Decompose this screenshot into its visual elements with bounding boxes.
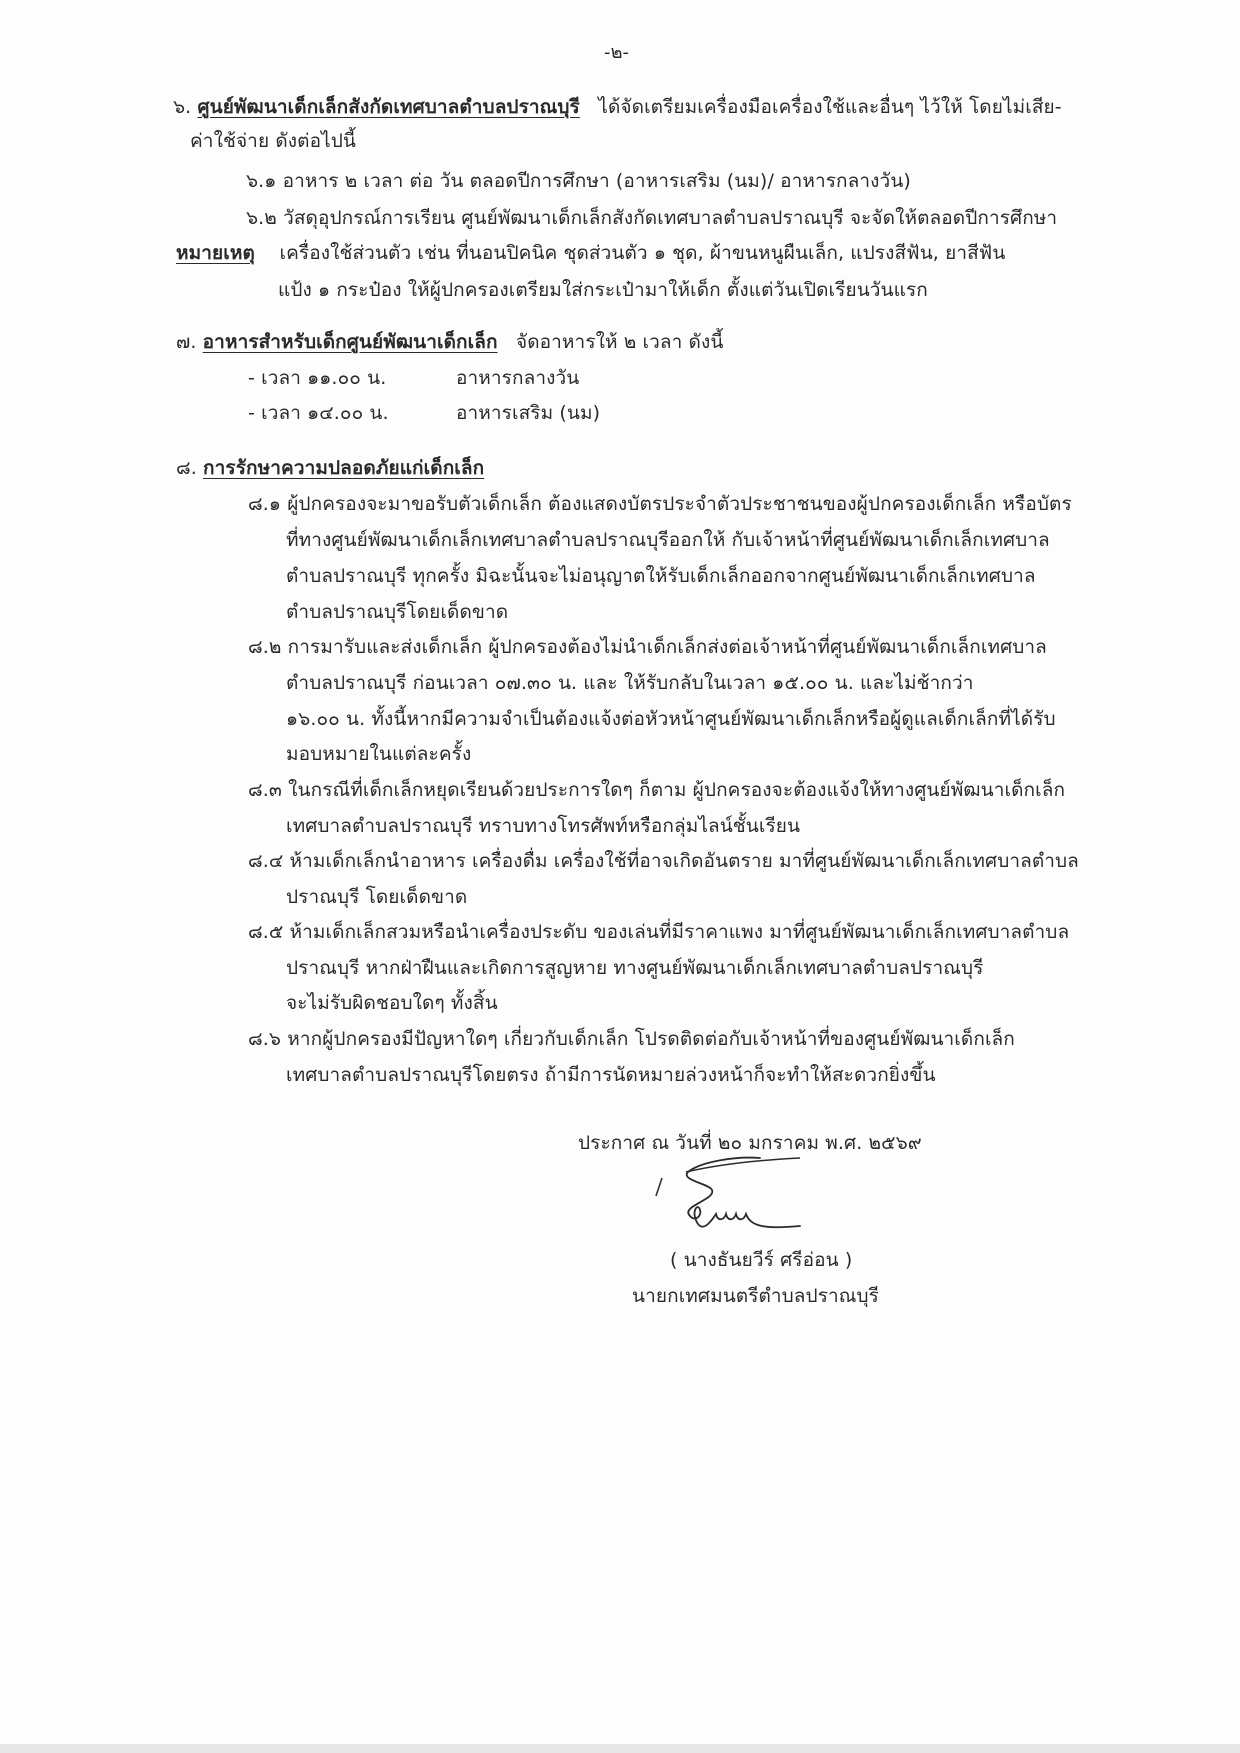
note-label: หมายเหตุ xyxy=(176,242,255,264)
item-8-3-line-2: เทศบาลตำบลปราณบุรี ทราบทางโทรศัพท์หรือกลุ่มไลน์ชั้นเรียน xyxy=(286,815,801,837)
section-8-title: การรักษาความปลอดภัยแก่เด็กเล็ก xyxy=(203,457,485,479)
item-8-4-line-1: ๘.๔ ห้ามเด็กเล็กนำอาหาร เครื่องดื่ม เครื่องใช้ที่อาจเกิดอันตราย มาที่ศูนย์พัฒนาเด็กเล็กเทศบาลตำบล xyxy=(248,850,1079,872)
item-8-2-line-1: ๘.๒ การมารับและส่งเด็กเล็ก ผู้ปกครองต้องไม่นำเด็กเล็กส่งต่อเจ้าหน้าที่ศูนย์พัฒนาเด็กเล็กเทศบาล xyxy=(248,636,1047,658)
section-7-title: อาหารสำหรับเด็กศูนย์พัฒนาเด็กเล็ก xyxy=(202,331,498,353)
note-line xyxy=(176,240,1005,266)
section-6-text-cont: ค่าใช้จ่าย ดังต่อไปนี้ xyxy=(190,130,356,152)
meal-time-1: - เวลา ๑๑.๐๐ น. xyxy=(248,367,387,389)
item-8-1-line-2: ที่ทางศูนย์พัฒนาเด็กเล็กเทศบาลตำบลปราณบุรีออกให้ กับเจ้าหน้าที่ศูนย์พัฒนาเด็กเล็กเทศบาล xyxy=(286,529,1050,551)
item-8-1-line-4: ตำบลปราณบุรีโดยเด็ดขาด xyxy=(286,601,509,623)
section-8-heading xyxy=(176,455,484,481)
section-7-heading xyxy=(176,329,723,355)
item-6-2: ๖.๒ วัสดุอุปกรณ์การเรียน ศูนย์พัฒนาเด็กเล็กสังกัดเทศบาลตำบลปราณบุรี จะจัดให้ตลอดปีการศึกษา xyxy=(246,207,1058,229)
meal-time-2: - เวลา ๑๔.๐๐ น. xyxy=(248,402,389,424)
section-6-title: ศูนย์พัฒนาเด็กเล็กสังกัดเทศบาลตำบลปราณบุรี xyxy=(197,96,580,118)
item-8-1-line-3: ตำบลปราณบุรี ทุกครั้ง มิฉะนั้นจะไม่อนุญาตให้รับเด็กเล็กออกจากศูนย์พัฒนาเด็กเล็กเทศบาล xyxy=(286,565,1036,587)
item-8-6-line-1: ๘.๖ หากผู้ปกครองมีปัญหาใดๆ เกี่ยวกับเด็กเล็ก โปรดติดต่อกับเจ้าหน้าที่ของศูนย์พัฒนาเด็กเล็ก xyxy=(248,1028,1015,1050)
section-7-text: จัดอาหารให้ ๒ เวลา ดังนี้ xyxy=(515,331,724,353)
item-8-6-line-2: เทศบาลตำบลปราณบุรีโดยตรง ถ้ามีการนัดหมายล่วงหน้าก็จะทำให้สะดวกยิ่งขึ้น xyxy=(286,1064,936,1086)
note-text: เครื่องใช้ส่วนตัว เช่น ที่นอนปิคนิค ชุดส่วนตัว ๑ ชุด, ผ้าขนหนูผืนเล็ก, แปรงสีฟัน, ยาสีฟัน xyxy=(279,242,1006,264)
signatory-name: ( นางธันยวีร์ ศรีอ่อน ) xyxy=(670,1249,853,1271)
note-text-cont: แป้ง ๑ กระป๋อง ให้ผู้ปกครองเตรียมใส่กระเป๋ามาให้เด็ก ตั้งแต่วันเปิดเรียนวันแรก xyxy=(278,279,928,301)
item-8-2-line-4: มอบหมายในแต่ละครั้ง xyxy=(286,743,472,765)
item-8-2-line-3: ๑๖.๐๐ น. ทั้งนี้หากมีความจำเป็นต้องแจ้งต่อหัวหน้าศูนย์พัฒนาเด็กเล็กหรือผู้ดูแลเด็กเล็กที่ได้รับ xyxy=(286,708,1056,730)
announcement-date: ประกาศ ณ วันที่ ๒๐ มกราคม พ.ศ. ๒๕๖๙ xyxy=(578,1132,922,1154)
section-6-text: ได้จัดเตรียมเครื่องมือเครื่องใช้และอื่นๆ ไว้ให้ โดยไม่เสีย- xyxy=(598,96,1062,118)
item-8-5-line-3: จะไม่รับผิดชอบใดๆ ทั้งสิ้น xyxy=(286,992,498,1014)
meal-name-2: อาหารเสริม (นม) xyxy=(456,402,601,424)
section-7-number: ๗. xyxy=(176,331,197,353)
section-6-heading xyxy=(173,94,1062,120)
meal-name-1: อาหารกลางวัน xyxy=(456,367,580,389)
scan-bottom-edge xyxy=(0,1744,1240,1753)
item-8-3-line-1: ๘.๓ ในกรณีที่เด็กเล็กหยุดเรียนด้วยประการใดๆ ก็ตาม ผู้ปกครองจะต้องแจ้งให้ทางศูนย์พัฒนาเด็กเล็ก xyxy=(248,779,1066,801)
signature xyxy=(640,1150,840,1250)
item-8-4-line-2: ปราณบุรี โดยเด็ดขาด xyxy=(286,886,468,908)
signatory-position: นายกเทศมนตรีตำบลปราณบุรี xyxy=(632,1285,879,1307)
item-8-2-line-2: ตำบลปราณบุรี ก่อนเวลา ๐๗.๓๐ น. และ ให้รับกลับในเวลา ๑๕.๐๐ น. และไม่ช้ากว่า xyxy=(286,672,974,694)
section-8-number: ๘. xyxy=(176,457,197,479)
item-8-5-line-2: ปราณบุรี หากฝ่าฝืนและเกิดการสูญหาย ทางศูนย์พัฒนาเด็กเล็กเทศบาลตำบลปราณบุรี xyxy=(286,957,984,979)
item-8-1-line-1: ๘.๑ ผู้ปกครองจะมาขอรับตัวเด็กเล็ก ต้องแสดงบัตรประจำตัวประชาชนของผู้ปกครองเด็กเล็ก หรือบัตร xyxy=(248,493,1072,515)
item-6-1: ๖.๑ อาหาร ๒ เวลา ต่อ วัน ตลอดปีการศึกษา (อาหารเสริม (นม)/ อาหารกลางวัน) xyxy=(246,170,911,192)
item-8-5-line-1: ๘.๕ ห้ามเด็กเล็กสวมหรือนำเครื่องประดับ ของเล่นที่มีราคาแพง มาที่ศูนย์พัฒนาเด็กเล็กเทศบาลตำบล xyxy=(248,921,1070,943)
section-6-number: ๖. xyxy=(173,96,192,118)
page-number: -๒- xyxy=(604,42,630,63)
